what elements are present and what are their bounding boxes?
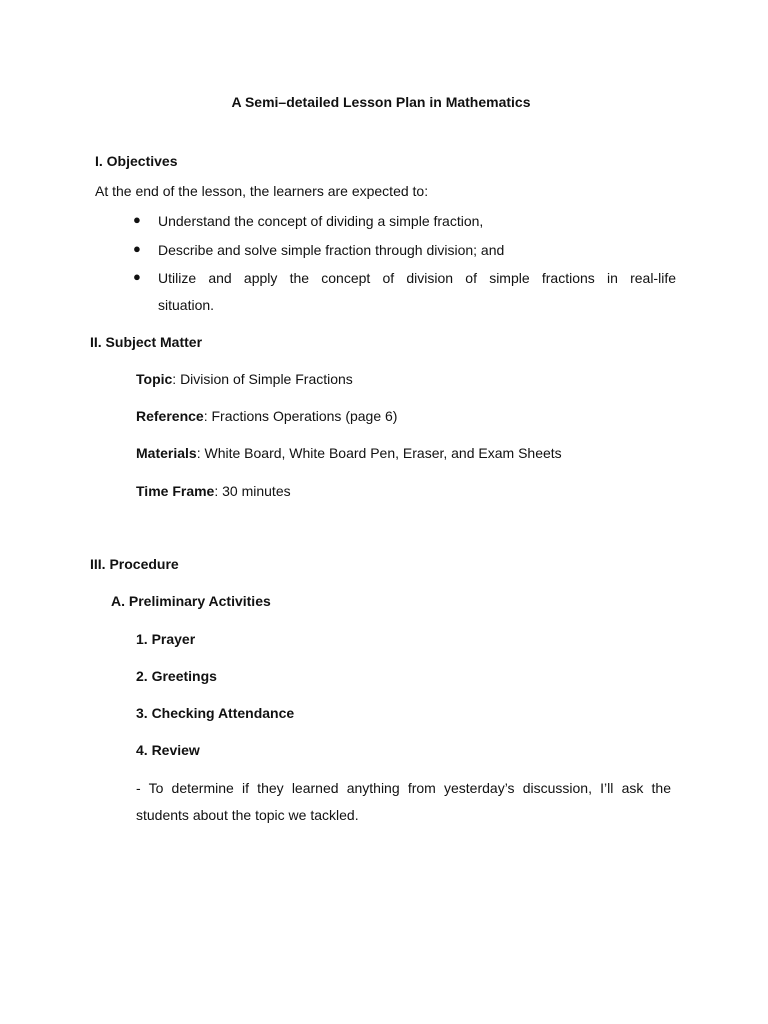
bullet-icon: ● xyxy=(133,269,141,284)
subject-matter-heading: II. Subject Matter xyxy=(90,334,203,350)
timeframe-value: : 30 minutes xyxy=(214,483,291,499)
review-description-line-1: - To determine if they learned anything from yesterday’s discussion, I’ll ask the xyxy=(136,780,671,796)
timeframe-line xyxy=(136,483,291,500)
topic-value: : Division of Simple Fractions xyxy=(172,371,353,387)
procedure-item-attendance: 3. Checking Attendance xyxy=(136,705,295,721)
materials-value: : White Board, White Board Pen, Eraser, and Exam Sheets xyxy=(196,445,562,461)
materials-line xyxy=(136,445,562,462)
document-title: A Semi–detailed Lesson Plan in Mathematics xyxy=(231,94,531,110)
objectives-heading: I. Objectives xyxy=(95,153,178,169)
bullet-icon: ● xyxy=(133,212,141,227)
timeframe-label: Time Frame xyxy=(136,483,215,499)
objective-bullet-2: Describe and solve simple fraction through division; and xyxy=(158,242,505,258)
procedure-item-prayer: 1. Prayer xyxy=(136,631,196,647)
procedure-item-review: 4. Review xyxy=(136,742,200,758)
objectives-intro: At the end of the lesson, the learners are expected to: xyxy=(95,183,429,199)
bullet-icon: ● xyxy=(133,241,141,256)
topic-line xyxy=(136,371,353,388)
materials-label: Materials xyxy=(136,445,197,461)
preliminary-activities-heading: A. Preliminary Activities xyxy=(111,593,271,609)
reference-value: : Fractions Operations (page 6) xyxy=(203,408,398,424)
procedure-heading: III. Procedure xyxy=(90,556,179,572)
review-description-line-2: students about the topic we tackled. xyxy=(136,807,359,823)
topic-label: Topic xyxy=(136,371,173,387)
objective-bullet-3-continued: situation. xyxy=(158,297,215,313)
reference-label: Reference xyxy=(136,408,204,424)
procedure-item-greetings: 2. Greetings xyxy=(136,668,217,684)
objective-bullet-3: Utilize and apply the concept of division of simple fractions in real-life xyxy=(158,270,676,286)
objective-bullet-1: Understand the concept of dividing a simple fraction, xyxy=(158,213,484,229)
reference-line xyxy=(136,408,397,425)
